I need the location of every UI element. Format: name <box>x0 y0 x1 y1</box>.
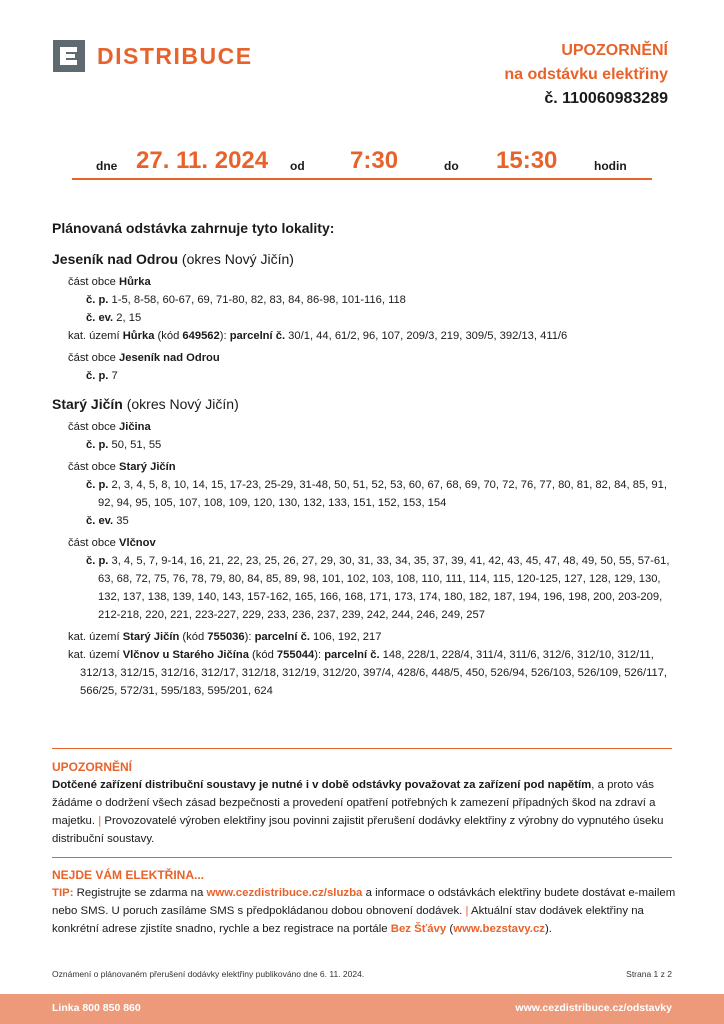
outage-date: 27. 11. 2024 <box>136 147 269 174</box>
notice-header <box>504 38 668 112</box>
part-name: Jičina <box>119 421 151 433</box>
town-district: (okres Nový Jičín) <box>178 251 294 267</box>
warning-text-2: Provozovatelé výroben elektřiny jsou povinni zajistit přerušení dodávky elektřiny z výrobny do vypnutého úseku distribuční soustavy. <box>52 815 664 845</box>
ku-code: 755036 <box>207 631 245 643</box>
house-numbers <box>86 476 677 512</box>
ce-values: 2, 15 <box>113 312 142 324</box>
part-name: Jeseník nad Odrou <box>119 352 220 364</box>
schedule-row <box>72 148 652 180</box>
part-name: Starý Jičín <box>119 461 176 473</box>
cp-values: 7 <box>108 370 118 382</box>
from-label: od <box>290 159 305 173</box>
section-divider <box>52 748 672 749</box>
start-time: 7:30 <box>350 147 399 174</box>
cp-values: 2, 3, 4, 5, 8, 10, 14, 15, 17-23, 25-29, 31-48, 50, 51, 52, 53, 60, 67, 68, 69, 70, 72, 76, 77, 80, 81, 82, 84, 85, 91, 92, 94, 95, 105, 107, 108, 109, 120, 130, 132, 133, 151, 152, 153, 154 <box>98 479 667 509</box>
tip-text-4: ( <box>446 923 454 935</box>
warning-bold: Dotčené zařízení distribuční soustavy je nutné i v době odstávky považovat za zařízení pod napětím <box>52 779 592 791</box>
locality-list <box>52 220 677 700</box>
town-heading <box>52 249 677 269</box>
house-numbers <box>86 291 677 309</box>
town-part <box>68 273 677 291</box>
separator-bar: | <box>465 905 469 917</box>
parcel-label: parcelní č. <box>254 631 310 643</box>
cp-values: 50, 51, 55 <box>108 439 162 451</box>
bezstavy-url-link[interactable]: www.bezstavy.cz <box>453 923 545 935</box>
ku-prefix: kat. území <box>68 649 123 661</box>
tip-text-1: Registrujte se zdarma na <box>73 887 207 899</box>
cp-label: č. p. <box>86 439 109 451</box>
intro-heading: Plánovaná odstávka zahrnuje tyto lokality: <box>52 220 335 236</box>
part-label: část obce <box>68 461 119 473</box>
ku-code-prefix: (kód <box>248 649 277 661</box>
to-label: do <box>444 159 459 173</box>
town-name: Starý Jičín <box>52 396 123 412</box>
town-district: (okres Nový Jičín) <box>122 396 239 412</box>
cp-values: 1-5, 8-58, 60-67, 69, 71-80, 82, 83, 84, 86-98, 101-116, 118 <box>108 294 406 306</box>
registry-numbers <box>86 512 677 530</box>
ku-code: 649562 <box>182 330 220 342</box>
part-name: Hůrka <box>119 276 151 288</box>
bez-stavy-link[interactable]: Bez Šťávy <box>390 923 447 935</box>
day-label: dne <box>96 159 118 173</box>
parcel-label: parcelní č. <box>229 330 286 342</box>
tip-text-3: Aktuální stav dodávek elektřiny na konkrétní adrese zjistíte snadno, rychle a bez registrace na portále <box>52 905 644 935</box>
town-heading <box>52 394 677 414</box>
ku-code-prefix: (kód <box>154 330 183 342</box>
part-label: část obce <box>68 352 119 364</box>
separator-bar: | <box>98 815 102 827</box>
town-part <box>68 458 677 476</box>
town-part <box>68 349 677 367</box>
ce-label: č. ev. <box>86 515 114 527</box>
cez-logo-icon <box>53 40 85 72</box>
town-name: Jeseník nad Odrou <box>52 251 179 267</box>
ku-code-suffix: ): <box>244 631 255 643</box>
hotline[interactable]: Linka 800 850 860 <box>52 1002 141 1014</box>
ku-prefix: kat. území <box>68 330 123 342</box>
warning-section <box>52 758 677 848</box>
logo <box>53 40 253 72</box>
ku-name: Starý Jičín <box>122 631 180 643</box>
registry-numbers <box>86 309 677 327</box>
cp-label: č. p. <box>86 294 109 306</box>
parcel-values: 106, 192, 217 <box>309 631 382 643</box>
town-part <box>68 534 677 552</box>
tip-section <box>52 866 677 938</box>
warning-text-1: , a proto vás žádáme o dodržení všech zásad bezpečnosti a provedení opatření potřebných k zamezení případných škod na zdraví a majetku. <box>52 779 656 827</box>
cp-label: č. p. <box>86 370 109 382</box>
tip-label: TIP: <box>52 887 74 899</box>
ku-code: 755044 <box>276 649 315 661</box>
ku-prefix: kat. území <box>68 631 123 643</box>
ce-label: č. ev. <box>86 312 114 324</box>
publication-note: Oznámení o plánovaném přerušení dodávky elektřiny publikováno dne 6. 11. 2024. <box>52 969 365 979</box>
house-numbers <box>86 436 677 454</box>
notice-subtitle: na odstávku elektřiny <box>504 66 668 83</box>
page-number: Strana 1 z 2 <box>626 969 672 979</box>
part-label: část obce <box>68 537 119 549</box>
ku-code-prefix: (kód <box>179 631 208 643</box>
house-numbers <box>86 552 673 624</box>
cadastral-area <box>68 327 677 345</box>
notice-title: UPOZORNĚNÍ <box>561 42 668 59</box>
cadastral-area <box>68 628 677 646</box>
footer-web-link[interactable]: www.cezdistribuce.cz/odstavky <box>515 1002 672 1014</box>
parcel-values: 148, 228/1, 228/4, 311/4, 311/6, 312/6, 312/10, 312/11, 312/13, 312/15, 312/16, 312/17, 312/18, 312/19, 312/20, 397/4, 428/6, 448/5, 450, 526/94, 526/103, 526/109, 526/117, 566/25, 572/31, 595/183, 595/201, 624 <box>80 649 668 697</box>
part-label: část obce <box>68 276 119 288</box>
cp-label: č. p. <box>86 479 109 491</box>
town-part <box>68 418 677 436</box>
tip-text-5: ). <box>545 923 552 935</box>
house-numbers <box>86 367 677 385</box>
warning-title: UPOZORNĚNÍ <box>52 760 133 774</box>
cp-label: č. p. <box>86 555 109 567</box>
part-label: část obce <box>68 421 119 433</box>
tip-title: NEJDE VÁM ELEKTŘINA... <box>52 868 205 882</box>
parcel-values: 30/1, 44, 61/2, 96, 107, 209/3, 219, 309/5, 392/13, 411/6 <box>285 330 568 342</box>
ku-code-suffix: ): <box>314 649 325 661</box>
parcel-label: parcelní č. <box>324 649 380 661</box>
ku-name: Hůrka <box>122 330 155 342</box>
notice-number: č. 110060983289 <box>544 90 668 107</box>
end-time: 15:30 <box>496 147 558 174</box>
logo-text: DISTRIBUCE <box>97 42 253 69</box>
footer-bar <box>0 994 724 1024</box>
hours-label: hodin <box>594 159 627 173</box>
cp-values: 3, 4, 5, 7, 9-14, 16, 21, 22, 23, 25, 26, 27, 29, 30, 31, 33, 34, 35, 37, 39, 41, 42, 43, 45, 47, 48, 49, 50, 55, 57-61, 63, 68, 72, 75, 76, 78, 79, 80, 84, 85, 89, 98, 101, 102, 103, 108, 110, 111, 114, 115, 120-125, 127, 128, 129, 130, 132, 137, 138, 139, 140, 143, 157-162, 165, 166, 168, 171, 173, 174, 180, 182, 187, 194, 196, 198, 200, 203-209, 212-218, 220, 221, 223-227, 229, 233, 236, 237, 239, 242, 244, 246, 249, 257 <box>98 555 670 621</box>
ce-values: 35 <box>113 515 129 527</box>
part-name: Vlčnov <box>119 537 156 549</box>
registration-link[interactable]: www.cezdistribuce.cz/sluzba <box>206 887 363 899</box>
tip-text-2: a informace o odstávkách elektřiny budete dostávat e-mailem nebo SMS. U poruch zasíláme SMS s předpokládanou dobou obnovení dodávek. <box>52 887 676 917</box>
warning-text <box>52 776 677 848</box>
cadastral-area <box>68 646 677 700</box>
ku-name: Vlčnov u Starého Jičína <box>122 649 249 661</box>
ku-code-suffix: ): <box>219 330 230 342</box>
section-divider <box>52 857 672 858</box>
tip-text <box>52 884 677 938</box>
